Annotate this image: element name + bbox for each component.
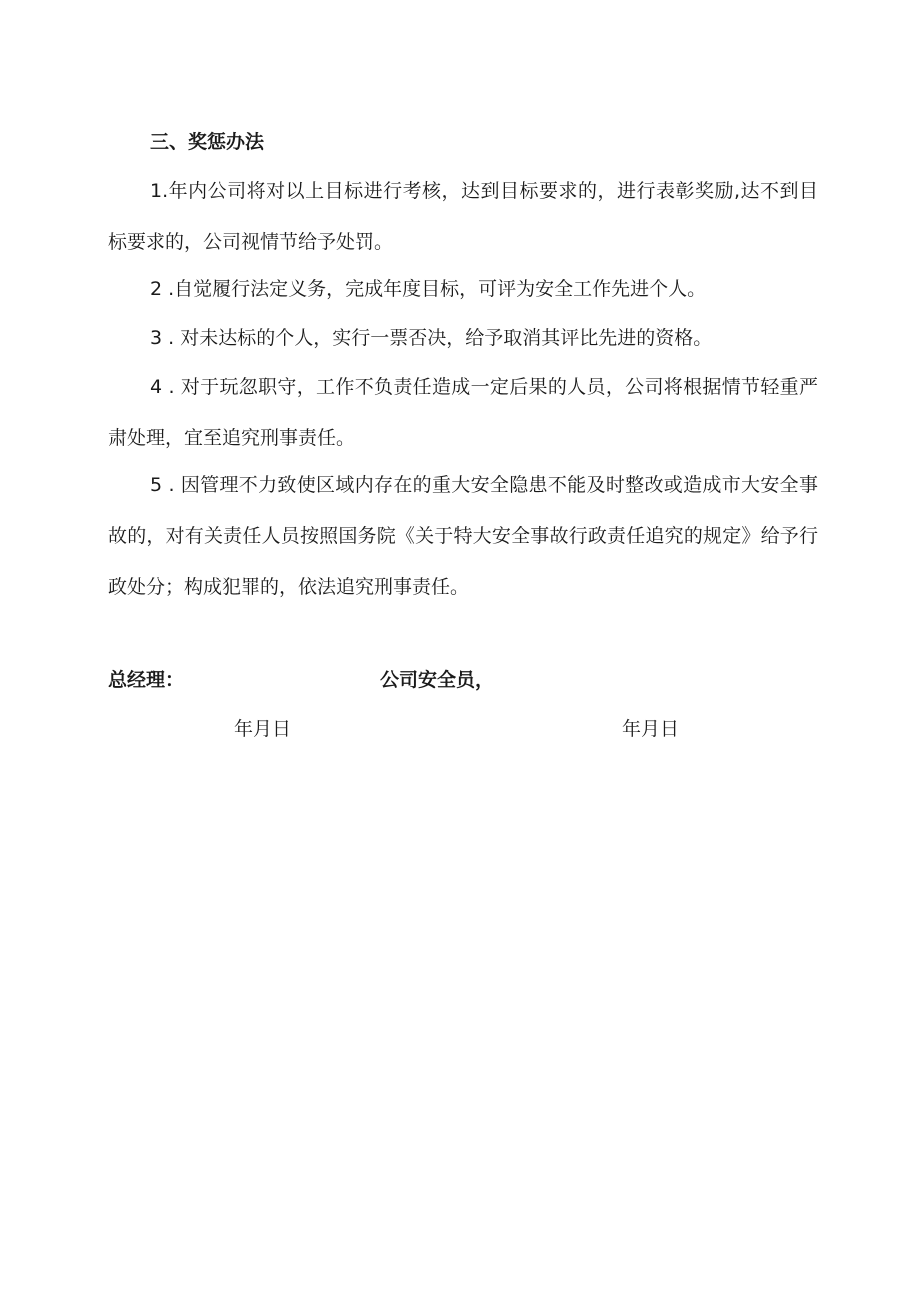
paragraph-3: 3 . 对未达标的个人，实行一票否决，给予取消其评比先进的资格。 [150,327,713,349]
paragraph-1: 1.年内公司将对以上目标进行考核，达到目标要求的，进行表彰奖励,达不到目标要求的，公司视情节给予处罚。 [108,180,818,253]
paragraph-4: 4 . 对于玩忽职守，工作不负责任造成一定后果的人员，公司将根据情节轻重严肃处理，宜至追究刑事责任。 [108,376,818,449]
section-title: 三、奖惩办法 [150,131,265,153]
paragraph-2: 2 .自觉履行法定义务，完成年度目标，可评为安全工作先进个人。 [150,278,707,300]
safety-officer-date: 年月日 [622,718,680,740]
paragraph-5: 5 . 因管理不力致使区域内存在的重大安全隐患不能及时整改或造成市大安全事故的，对有关责任人员按照国务院《关于特大安全事故行政责任追究的规定》给予行政处分；构成犯罪的，依法追究刑事责任。 [108,474,818,598]
safety-officer-label: 公司安全员， [380,669,495,691]
manager-date: 年月日 [234,718,292,740]
general-manager-label: 总经理： [108,669,185,691]
